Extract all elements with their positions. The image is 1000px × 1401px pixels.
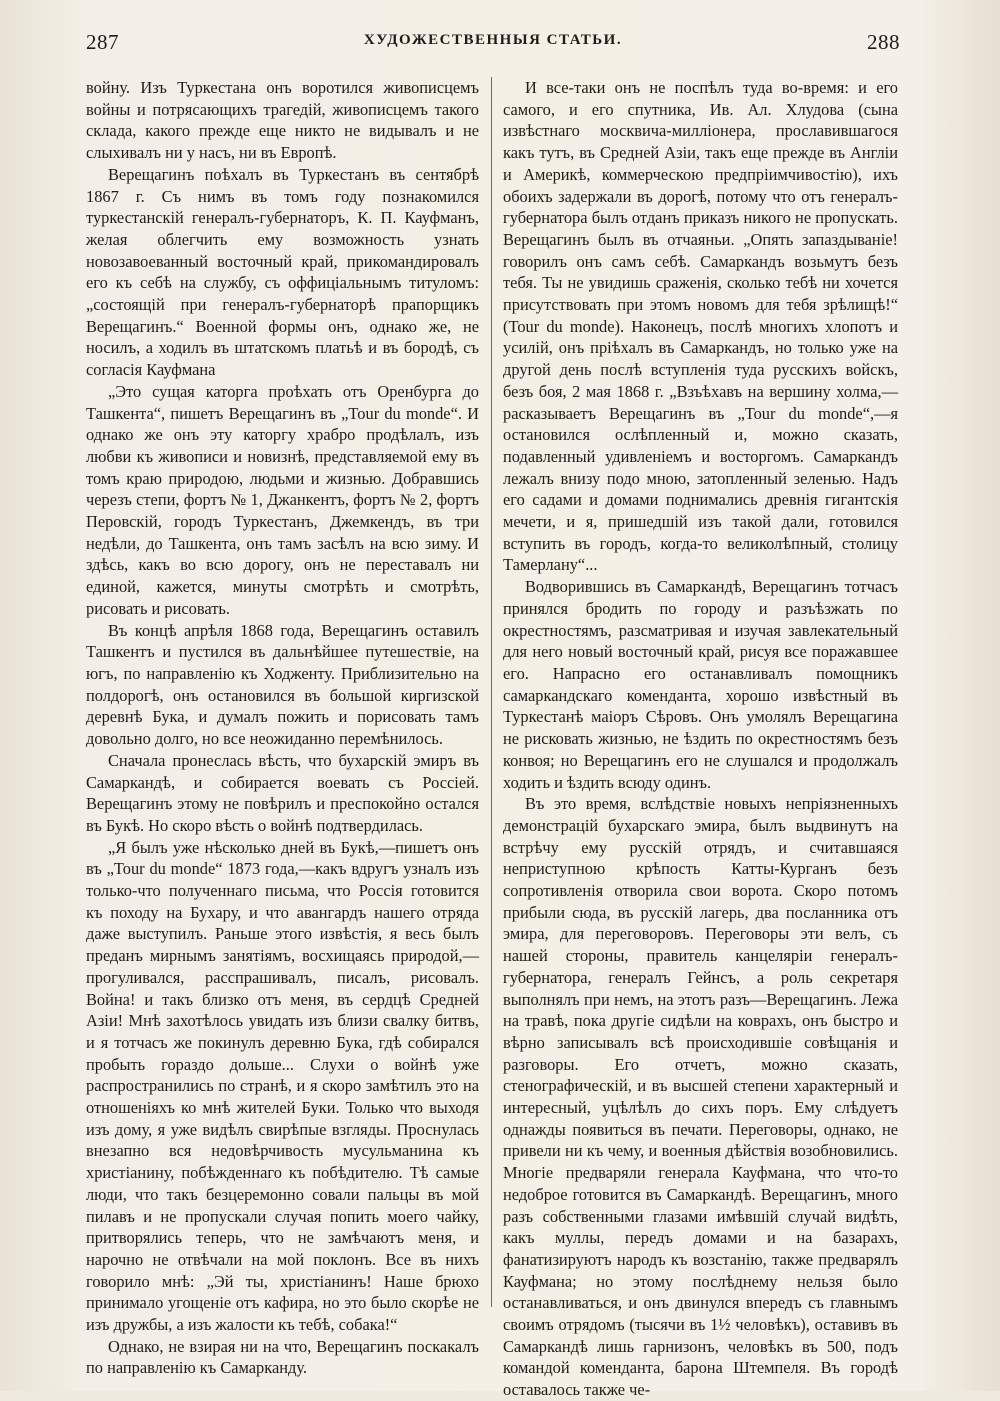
paragraph: Въ концѣ апрѣля 1868 года, Верещагинъ оставилъ Ташкентъ и пустился въ дальнѣйшее путешествіе, на югъ, по направленію къ Ходженту. Приблизительно на полдорогѣ, онъ остановился въ большой киргизской деревнѣ Бука, и думалъ пожить и порисовать тамъ довольно долго, но все неожиданно перемѣнилось. xyxy=(86,620,479,749)
paragraph: Верещагинъ поѣхалъ въ Туркестанъ въ сентябрѣ 1867 г. Съ нимъ въ томъ году познакомился туркестанскій генералъ-губернаторъ, К. П. Кауфманъ, желая облегчить ему возможность узнать новозавоеванный восточный край, прикомандировалъ его къ себѣ на службу, съ оффиціальнымъ титуломъ: „состоящій при генералъ-губернаторѣ прапорщикъ Верещагинъ.“ Военной формы онъ, однако же, не носилъ, а ходилъ въ штатскомъ платьѣ и въ бородѣ, съ согласія Кауфмана xyxy=(86,164,479,380)
left-column xyxy=(86,77,479,1378)
paragraph: „Это сущая каторга проѣхать отъ Оренбурга до Ташкента“, пишетъ Верещагинъ въ „Tour du monde“. И однако же онъ эту каторгу храбро продѣлалъ, изъ любви къ живописи и новизнѣ, представляемой ему въ томъ краю природою, людьми и жизнью. Добравшись черезъ степи, фортъ № 1, Джанкентъ, фортъ № 2, фортъ Перовскій, городъ Туркестанъ, Джемкендъ, въ три недѣли, до Ташкента, онъ тамъ засѣлъ на всю зиму. И здѣсь, какъ во всю дорогу, онъ не переставалъ ни единой, кажется, минуты смотрѣть и смотрѣть, рисовать и рисовать. xyxy=(86,381,479,618)
paragraph: Сначала пронеслась вѣсть, что бухарскій эмиръ въ Самаркандѣ, и собирается воевать съ Россіей. Верещагинъ этому не повѣрилъ и преспокойно остался въ Букѣ. Но скоро вѣсть о войнѣ подтвердилась. xyxy=(86,750,479,835)
paragraph: Однако, не взирая ни на что, Верещагинъ поскакалъ по направленію къ Самарканду. xyxy=(86,1336,479,1378)
paragraph: „Я былъ уже нѣсколько дней въ Букѣ,—пишетъ онъ въ „Tour du monde“ 1873 года,—какъ вдругъ узналъ изъ только-что полученнаго письма, что Россія готовится къ походу на Бухару, и что авангардъ нашего отряда даже выступилъ. Раньше этого извѣстія, я весь былъ преданъ мирнымъ занятіямъ, восхищаясь природой,—прогуливался, расспрашивалъ, писалъ, рисовалъ. Война! и такъ близко отъ меня, въ сердцѣ Средней Азіи! Мнѣ захотѣлось увидать изъ близи свалку битвъ, и я тотчасъ же покинулъ деревню Бука, гдѣ собирался пробыть гораздо дольше... Слухи о войнѣ уже распространились по странѣ, и я скоро замѣтилъ это на отношеніяхъ ко мнѣ жителей Буки. Только что выходя изъ дому, я уже видѣлъ свирѣпые взгляды. Проснулась внезапно вся недовѣрчивость мусульманина къ христіанину, побѣжденнаго къ побѣдителю. Тѣ самые люди, что такъ безцеремонно совали пальцы въ мой пилавъ и не пропускали случая попить моего чайку, притворялись теперь, что не замѣчаютъ меня, и нарочно не отвѣчали на мой поклонъ. Все въ нихъ говорило мнѣ: „Эй ты, христіанинъ! Наше брюхо принимало угощеніе отъ кафира, но это было скорѣе не изъ дружбы, а изъ жалости къ тебѣ, собака!“ xyxy=(86,837,479,1335)
paragraph: Въ это время, вслѣдствіе новыхъ непріязненныхъ демонстрацій бухарскаго эмира, былъ выдвинутъ на встрѣчу ему русскій отрядъ, и считавшаяся неприступною крѣпость Катты-Курганъ безъ сопротивленія отворила свои ворота. Скоро потомъ прибыли сюда, въ русскій лагерь, два посланника отъ эмира, для переговоровъ. Переговоры эти велъ, съ нашей стороны, правитель канцеляріи генералъ-губернатора, генералъ Гейнсъ, а роль секретаря выполнялъ при немъ, на этотъ разъ—Верещагинъ. Лежа на травѣ, пока другіе сидѣли на коврахъ, онъ быстро и вѣрно записывалъ всѣ происходившіе совѣщанія и разговоры. Его отчетъ, можно сказать, стенографическій, и въ высшей степени характерный и интересный, уцѣлѣлъ до сихъ поръ. Ему слѣдуетъ однажды появиться въ печати. Переговоры, однако, не привели ни къ чему, и военныя дѣйствія возобновились. Многіе предваряли генерала Кауфмана, что что-то недоброе готовится въ Самаркандѣ. Верещагинъ, много разъ собственными глазами имѣвшій случай видѣть, какъ муллы, передъ домами и на базарахъ, фанатизируютъ народъ къ возстанію, также предварялъ Кауфмана; но этому послѣднему нельзя было останавливаться, и онъ двинулся впередъ съ главнымъ своимъ отрядомъ (тысячи въ 1½ человѣкъ), оставивъ въ Самаркандѣ лишь гарнизонъ, человѣкъ въ 500, подъ командой коменданта, барона Штемпеля. Въ городѣ оставалось также че- xyxy=(503,794,898,1400)
paragraph: войну. Изъ Туркестана онъ воротился живописцемъ войны и потрясающихъ трагедій, живописцемъ такого склада, какого прежде еще никто не видывалъ и не слыхивалъ ни у насъ, ни въ Европѣ. xyxy=(86,78,479,163)
column-divider xyxy=(491,77,492,1307)
right-column xyxy=(503,77,898,1400)
left-page-number: 287 xyxy=(86,30,119,54)
page-header xyxy=(86,30,900,60)
running-title: ХУДОЖЕСТВЕННЫЯ СТАТЬИ. xyxy=(363,32,623,48)
right-page-number: 288 xyxy=(867,30,900,54)
paragraph: И все-таки онъ не поспѣлъ туда во-время: и его самого, и его спутника, Ив. Ал. Хлудова (сына извѣстнаго москвича-милліонера, прославившагося какъ тутъ, въ Средней Азіи, такъ еще прежде въ Англіи и Америкѣ, коммерческою предпріимчивостію), ихъ обоихъ задержали въ дорогѣ, потому что отъ генералъ-губернатора былъ отданъ приказъ никого не пропускать. Верещагинъ былъ въ отчаяньи. „Опять запаздываніе! говорилъ онъ самъ себѣ. Самаркандъ возьмутъ безъ тебя. Ты не увидишь сраженія, сколько тебѣ ни хочется присутствовать при этомъ новомъ для тебя зрѣлищѣ!“ (Tour du monde). Наконецъ, послѣ многихъ хлопотъ и усилій, онъ пріѣхалъ въ Самаркандъ, но только уже на другой день послѣ вступленія туда русскихъ войскъ, безъ боя, 2 мая 1868 г. „Взъѣхавъ на вершину холма,—расказываетъ Верещагинъ въ „Tour du monde“,—я остановился ослѣпленный и, можно сказать, подавленный удивленіемъ и восторгомъ. Самаркандъ лежалъ внизу подо мною, затопленный зеленью. Надъ его садами и домами поднимались древнія гигантскія мечети, и я, пришедшій изъ такой дали, готовился вступить въ городъ, когда-то великолѣпный, столицу Тамерлану“... xyxy=(503,78,898,575)
paragraph: Водворившись въ Самаркандѣ, Верещагинъ тотчасъ принялся бродить по городу и разъѣзжать по окрестностямъ, разсматривая и изучая завлекательный для него новый восточный край, рисуя все поражавшее его. Напрасно его останавливалъ помощникъ самаркандскаго коменданта, хорошо извѣстный въ Туркестанѣ маіоръ Сѣровъ. Онъ умолялъ Верещагина не рисковать жизнью, не ѣздить по окрестностямъ безъ конвоя; но Верещагинъ его не слушался и продолжалъ ходить и ѣздить всюду одинъ. xyxy=(503,577,898,792)
